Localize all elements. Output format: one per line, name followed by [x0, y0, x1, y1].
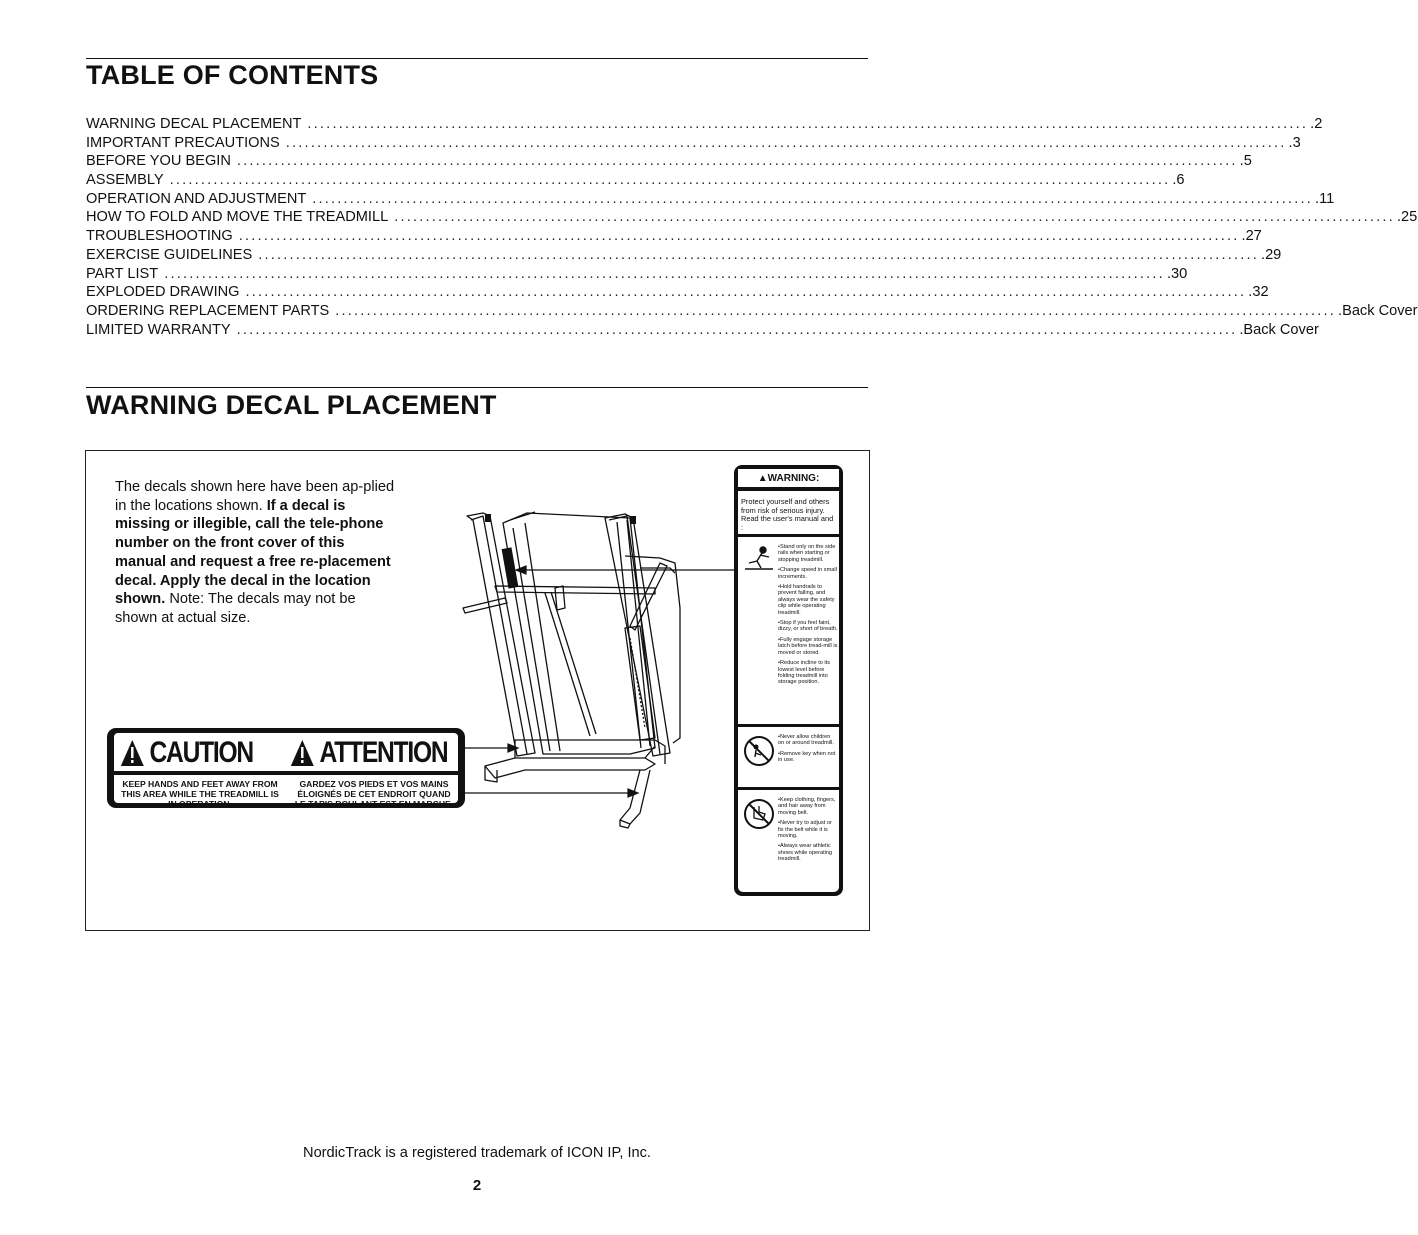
toc-dot-leader: ................................................................................................................................................................: [245, 284, 1247, 301]
warning-decal-bullet: •Hold handrails to prevent falling, and always wear the safety clip while operating treadmill.: [778, 584, 835, 616]
toc-entry: [86, 246, 1282, 265]
toc-entry-page: .27: [1241, 228, 1262, 245]
caution-french-text: GARDEZ VOS PIEDS ET VOS MAINS ÉLOIGNÉS DE CET ENDROIT QUAND LE TAPIS ROULANT EST EN MARCHE.: [294, 779, 454, 809]
warning-decal-header: [738, 469, 839, 491]
intro-text-plain: The decals shown here have been ap-plied in the locations shown.: [115, 479, 395, 514]
warning-decal-bullets-1: [778, 544, 838, 690]
toc-entry: [86, 115, 1323, 134]
toc-entry-title: WARNING DECAL PLACEMENT: [86, 116, 302, 132]
toc-dot-leader: ................................................................................................................................................................: [238, 228, 1240, 245]
toc-dot-leader: ................................................................................................................................................................: [335, 302, 1337, 319]
caution-header: [120, 736, 253, 770]
caution-band: [114, 771, 458, 775]
warning-decal-bullet: •Remove key when not in use.: [778, 750, 836, 764]
intro-text-bold: If a decal is missing or illegible, call the tele-phone number on the front cover of this manual and request a free re-placement decal. Apply the decal in the location shown.: [115, 497, 391, 608]
toc-entry-title: TROUBLESHOOTING: [86, 228, 233, 245]
leader-lines: [462, 560, 734, 800]
toc-entry-title: EXPLODED DRAWING: [86, 284, 240, 301]
caution-english-text: KEEP HANDS AND FEET AWAY FROM THIS AREA WHILE THE TREADMILL IS IN OPERATION.: [121, 779, 279, 809]
warning-decal-section-3: [738, 787, 839, 887]
attention-word: ATTENTION: [319, 736, 448, 769]
toc-entry-title: LIMITED WARRANTY: [86, 321, 231, 338]
page-number: 2: [472, 1177, 482, 1194]
warning-decal-bullets-3: [778, 797, 838, 867]
toc-heading: TABLE OF CONTENTS: [86, 60, 379, 90]
warning-decal-bullet: •Keep clothing, fingers, and hair away from moving belt.: [778, 797, 836, 816]
warning-decal-header-text: WARNING:: [767, 473, 820, 484]
toc-entry-page: .5: [1239, 153, 1252, 170]
toc-dot-leader: ................................................................................................................................................................: [307, 116, 1309, 132]
caution-word: CAUTION: [149, 736, 253, 769]
section-rule: [86, 387, 868, 388]
warning-decal: [734, 465, 843, 896]
toc-entry-page: .32: [1248, 284, 1269, 301]
no-children-icon: [743, 735, 775, 767]
toc-entry-title: HOW TO FOLD AND MOVE THE TREADMILL: [86, 209, 389, 226]
toc-entry-title: BEFORE YOU BEGIN: [86, 153, 231, 170]
toc-entry: [86, 134, 1301, 153]
toc-entry-title: IMPORTANT PRECAUTIONS: [86, 134, 280, 151]
section-heading: WARNING DECAL PLACEMENT: [86, 390, 497, 420]
toc-entry: [86, 227, 1262, 246]
warning-decal-bullet: •Reduce incline to its lowest level before folding treadmill into storage position.: [778, 660, 831, 686]
warning-decal-bullet: •Change speed in small increments.: [778, 567, 837, 580]
toc-entry-page: .3: [1288, 134, 1301, 151]
caution-decal: [107, 728, 465, 808]
warning-decal-bullet: •Fully engage storage latch before tread-mill is moved or stored.: [778, 636, 838, 656]
toc-entry: [86, 321, 1319, 340]
person-falling-icon: [743, 543, 775, 573]
toc-dot-leader: ................................................................................................................................................................: [312, 190, 1314, 207]
toc-entry-page: .30: [1166, 265, 1188, 282]
warning-decal-bullet: •Never allow children on or around treadmill.: [778, 734, 834, 747]
toc-entry: [86, 265, 1188, 284]
warning-decal-body: [738, 469, 839, 892]
trademark-note: NordicTrack is a registered trademark of ICON IP, Inc.: [303, 1145, 651, 1161]
warning-decal-bullet: •Stop if you feel faint, dizzy, or short of breath.: [778, 620, 838, 633]
toc-entry: [86, 208, 1418, 227]
toc-dot-leader: ................................................................................................................................................................: [236, 321, 1238, 338]
warning-triangle-icon: [290, 739, 315, 767]
intro-text-note: Note: The decals may not be shown at actual size.: [115, 591, 356, 626]
toc-entry-page: .Back Cover: [1239, 321, 1319, 338]
toc-entry-title: ASSEMBLY: [86, 172, 164, 189]
toc-entry-page: .11: [1315, 190, 1335, 207]
toc-entry-title: ORDERING REPLACEMENT PARTS: [86, 302, 330, 319]
toc-entry-page: .2: [1310, 116, 1323, 132]
toc-entry: [86, 302, 1418, 321]
warning-decal-bullet: •Never try to adjust or fix the belt while it is moving.: [778, 820, 832, 840]
attention-header: [290, 736, 447, 770]
toc-entry: [86, 283, 1269, 302]
toc-entry: [86, 190, 1335, 209]
toc-dot-leader: ................................................................................................................................................................: [258, 246, 1260, 263]
caution-decal-body: [114, 733, 458, 809]
decal-intro-paragraph: [115, 478, 395, 628]
toc-dot-leader: ................................................................................................................................................................: [236, 153, 1238, 170]
warning-decal-bullet: •Always wear athletic shoes while operating treadmill.: [778, 843, 833, 863]
warning-decal-bullet: •Stand only on the side rails when starting or stopping treadmill.: [778, 544, 836, 563]
toc-dot-leader: ................................................................................................................................................................: [394, 209, 1395, 226]
toc-dot-leader: ................................................................................................................................................................: [169, 172, 1171, 189]
toc-entry-title: EXERCISE GUIDELINES: [86, 246, 253, 263]
toc-entry-page: .6: [1172, 172, 1185, 189]
warning-triangle-icon: ▲: [757, 473, 768, 484]
toc-dot-leader: ................................................................................................................................................................: [164, 265, 1165, 282]
toc-entry-page: .Back Cover: [1338, 302, 1418, 319]
toc-entry-title: OPERATION AND ADJUSTMENT: [86, 190, 307, 207]
warning-decal-section-1: [738, 534, 839, 720]
toc-entry-page: .29: [1261, 246, 1282, 263]
toc-entry-title: PART LIST: [86, 265, 159, 282]
toc-entry: [86, 171, 1185, 190]
toc-dot-leader: ................................................................................................................................................................: [285, 134, 1287, 151]
warning-decal-section-2: [738, 724, 839, 784]
toc-list: [86, 115, 1418, 339]
warning-decal-intro: Protect yourself and others from risk of serious injury. Read the user's manual and :: [741, 497, 834, 532]
toc-entry: [86, 152, 1252, 171]
toc-entry-page: .25: [1396, 209, 1418, 226]
no-hands-belt-icon: [743, 798, 775, 830]
top-rule: [86, 58, 868, 59]
warning-decal-bullets-2: [778, 734, 838, 768]
warning-triangle-icon: [120, 739, 145, 767]
